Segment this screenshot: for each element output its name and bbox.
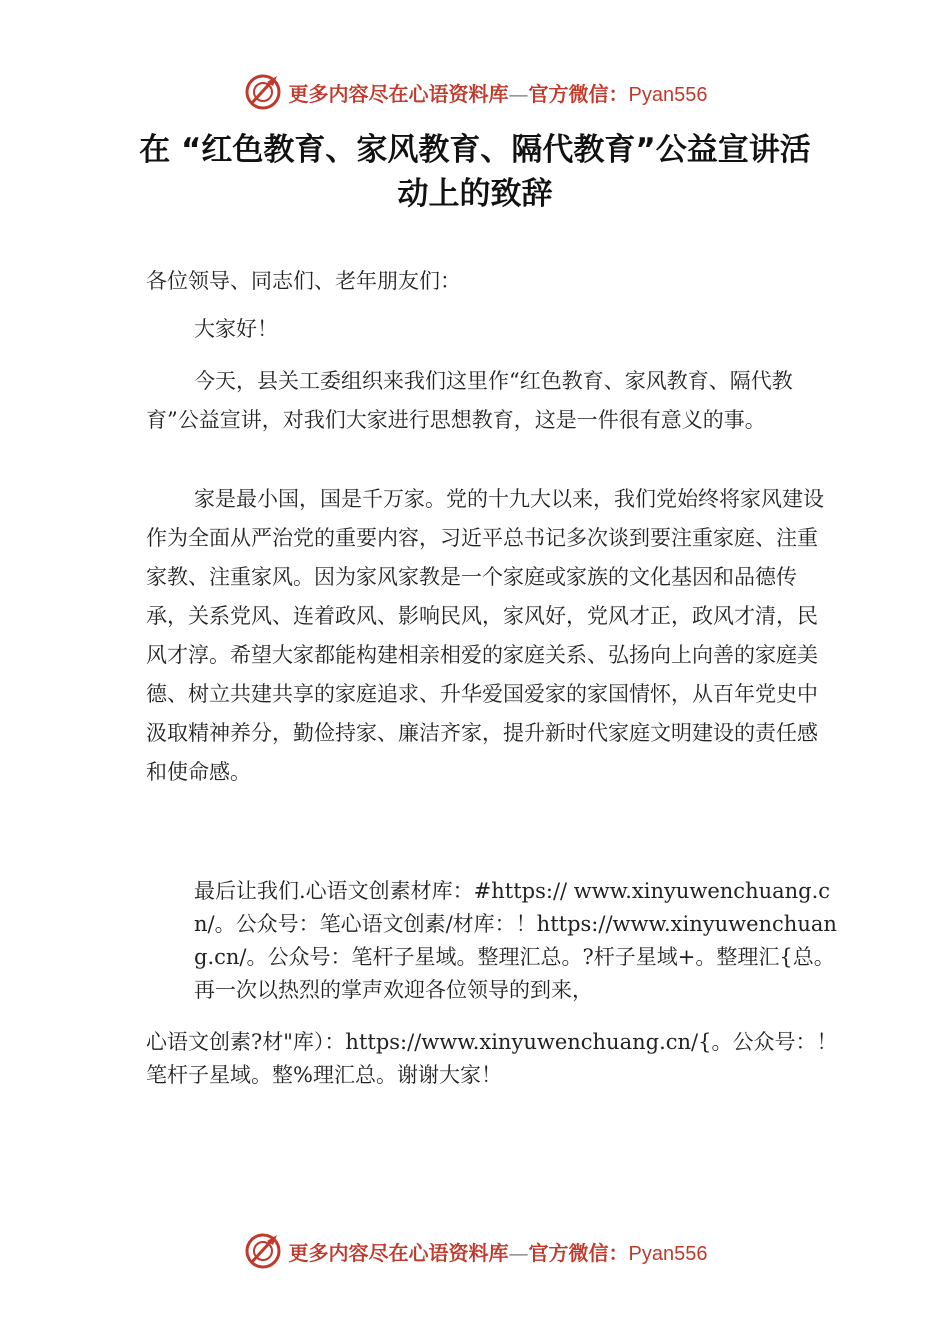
banner-main-text: 更多内容尽在心语资料库 bbox=[288, 81, 509, 106]
paragraph-2: 家是最小国，国是千万家。党的十九大以来，我们党始终将家风建设作为全面从严治党的重要内容，习近平总书记多次谈到要注重家庭、注重家教、注重家风。因为家风家教是一个家庭或家族的文化基因和品德传承，关系党风、连着政风、影响民风，家风好，党风才正，政风才清，民风才淳。希望大家都能构建相亲相爱的家庭关系、弘扬向上向善的家庭美德、树立共建共享的家庭追求、升华爱国爱家的家国情怀，从百年党史中汲取精神养分，勤俭持家、廉洁齐家，提升新时代家庭文明建设的责任感和使命感。 bbox=[146, 487, 824, 784]
brand-logo-icon bbox=[243, 1231, 283, 1271]
greeting: 大家好！ bbox=[194, 317, 278, 341]
paragraph-1: 今天，县关工委组织来我们这里作“红色教育、家风教育、隔代教育”公益宣讲，对我们大家进行思想教育，这是一件很有意义的事。 bbox=[146, 369, 793, 432]
banner-wechat-id: Pyan556 bbox=[628, 83, 708, 106]
paragraph-4: 心语文创素?材"库）：https://www.xinyuwenchuang.cn/{。公众号：！笔杆子星域。整%理汇总。谢谢大家！ bbox=[146, 1030, 838, 1087]
paragraph-3: 最后让我们.心语文创素材库：#https:// www.xinyuwenchuang.cn/。公众号：笔心语文创素/材库：！https://www.xinyuwenchuang.cn/。公众号：笔杆子星域。整理汇总。?杆子星域+。整理汇{总。再一次以热烈的掌声欢迎各位领导的到来， bbox=[194, 879, 837, 1002]
brand-logo-icon bbox=[243, 72, 283, 112]
footer-banner bbox=[0, 1226, 950, 1276]
banner-wechat-id: Pyan556 bbox=[628, 1242, 708, 1265]
banner-label: 官方微信： bbox=[528, 81, 629, 106]
document-title: 在 “红色教育、家风教育、隔代教育”公益宣讲活动上的致辞 bbox=[139, 132, 811, 212]
salutation: 各位领导、同志们、老年朋友们： bbox=[146, 269, 461, 293]
banner-main-text: 更多内容尽在心语资料库 bbox=[288, 1240, 509, 1265]
banner-dash: — bbox=[508, 1240, 529, 1265]
banner-label: 官方微信： bbox=[528, 1240, 629, 1265]
header-banner bbox=[0, 67, 950, 117]
banner-dash: — bbox=[508, 81, 529, 106]
